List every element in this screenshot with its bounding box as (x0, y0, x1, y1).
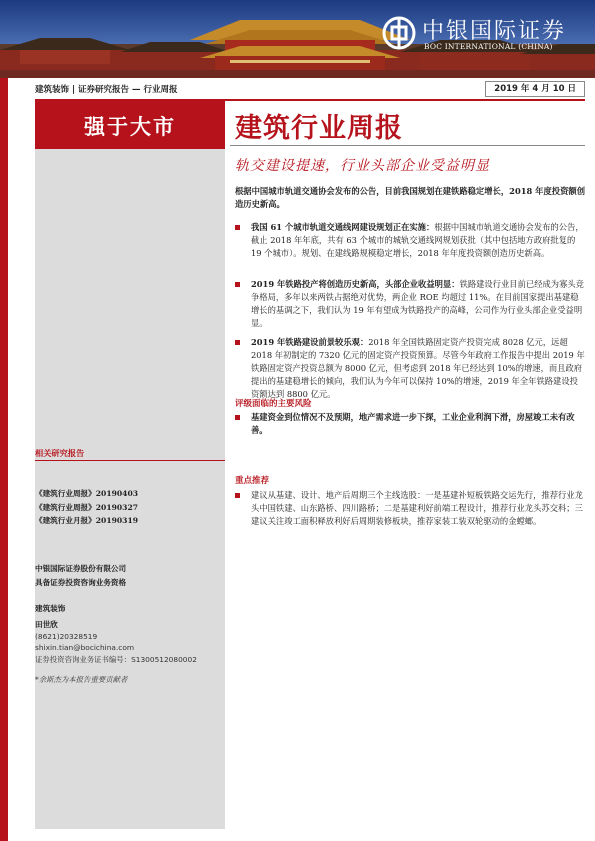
bullet-detail: 2018 年全国铁路固定资产投资完成 8028 亿元，远超 2018 年初制定的 7320 亿元的固定资产投资预算。尽管今年政府工作报告中提出 2019 年铁路固定资产投资总额为 8000 亿元，但考虑到 2018 年已经达到 10%的增速，而且政府提出的基建稳增长的倾向，我们认为今年可以保持 10%的增速，2019 年全年铁路建设投资额达到 8800 亿元。 (251, 337, 585, 399)
related-report-item: 《建筑行业周报》20190403 (35, 489, 139, 498)
left-accent-bar (0, 78, 8, 841)
risk-item (235, 411, 585, 435)
bullet-text (251, 278, 585, 330)
report-category: 建筑装饰 | 证券研究报告 — 行业周报 (35, 85, 178, 95)
related-reports-divider (35, 460, 225, 461)
bullet-marker-icon (235, 340, 240, 345)
brand-name: 中银国际证券 (422, 19, 567, 44)
analyst-email[interactable]: shixin.tian@bocichina.com (35, 643, 135, 652)
recommendation-section-title: 重点推荐 (235, 476, 270, 486)
bullet-lead: 2019 年铁路投产将创造历史新高，头部企业收益明显： (251, 279, 460, 289)
brand-name-english: BOC INTERNATIONAL (CHINA) (424, 42, 553, 51)
bullet-detail: 铁路建设行业目前已经成为寡头竞争格局，多年以来两铁占据绝对优势，两企业 ROE 均超过 11%。在目前国家提出基建稳增长的基调之下，我们认为 19 年有望成为铁路投产的高峰，公司作为行业头部企业受益明显。 (251, 279, 584, 328)
bullet-text (251, 336, 585, 401)
report-meta-row (35, 81, 585, 97)
report-date: 2019 年 4 月 10 日 (485, 81, 585, 97)
header-banner (0, 0, 595, 78)
bullet-lead: 2019 年铁路建设前景较乐观： (251, 337, 369, 347)
recommendation-text: 建议从基建、设计、地产后周期三个主线选股：一是基建补短板铁路交运先行，推荐行业龙头中国铁建、山东路桥、四川路桥；二是基建利好前端工程设计，推荐行业龙头苏交科；三建议关注竣工面积释放利好后周期装修板块，推荐家装工装双轮驱动的金螳螂。 (251, 490, 583, 526)
analyst-license: 证券投资咨询业务证书编号：S1300512080002 (35, 655, 197, 664)
sector-label: 建筑装饰 (35, 604, 66, 613)
rating-box (35, 101, 225, 149)
brand-block (382, 14, 587, 58)
analyst-name: 田世欣 (35, 620, 58, 629)
bullet-item (235, 278, 585, 328)
bullet-detail: 根据中国城市轨道交通协会发布的公告，截止 2018 年年底，共有 63 个城市的城轨交通线网规划获批（其中包括地方政府批复的 19 个城市）。规划、在建线路规模稳定增长，2018 年年度投资额创造历史新高。 (251, 222, 584, 258)
recommendation-item (235, 489, 585, 526)
report-title: 建筑行业周报 (235, 113, 403, 144)
bullet-marker-icon (235, 282, 240, 287)
report-subtitle: 轨交建设提速，行业头部企业受益明显 (235, 158, 490, 174)
firm-name: 中银国际证券股份有限公司 (35, 564, 127, 573)
related-report-item: 《建筑行业月报》20190319 (35, 516, 139, 525)
bullet-text (251, 221, 585, 260)
boc-logo-icon (382, 16, 416, 50)
sidebar (35, 101, 225, 829)
related-report-item: 《建筑行业周报》20190327 (35, 503, 139, 512)
bullet-item (235, 221, 585, 258)
contributor-note: *余斯杰为本报告重要贡献者 (35, 675, 128, 684)
related-reports-title: 相关研究报告 (35, 448, 85, 458)
analyst-phone: (8621)20328519 (35, 632, 98, 641)
bullet-lead: 我国 61 个城市轨道交通线网建设规划正在实施： (251, 222, 435, 232)
bullet-marker-icon (235, 415, 240, 420)
risk-text: 基建资金到位情况不及预期，地产需求进一步下探，工业企业利润下滑，房屋竣工未有改善。 (251, 412, 575, 435)
title-divider (230, 145, 585, 146)
bullet-marker-icon (235, 225, 240, 230)
bullet-marker-icon (235, 493, 240, 498)
risk-section-title: 评级面临的主要风险 (235, 399, 312, 409)
bullet-item (235, 336, 585, 399)
rating-label: 强于大市 (84, 115, 176, 139)
firm-qualification: 具备证券投资咨询业务资格 (35, 578, 127, 587)
intro-paragraph: 根据中国城市轨道交通协会发布的公告，目前我国规划在建铁路稳定增长，2018 年度投资额创造历史新高。 (235, 186, 585, 209)
